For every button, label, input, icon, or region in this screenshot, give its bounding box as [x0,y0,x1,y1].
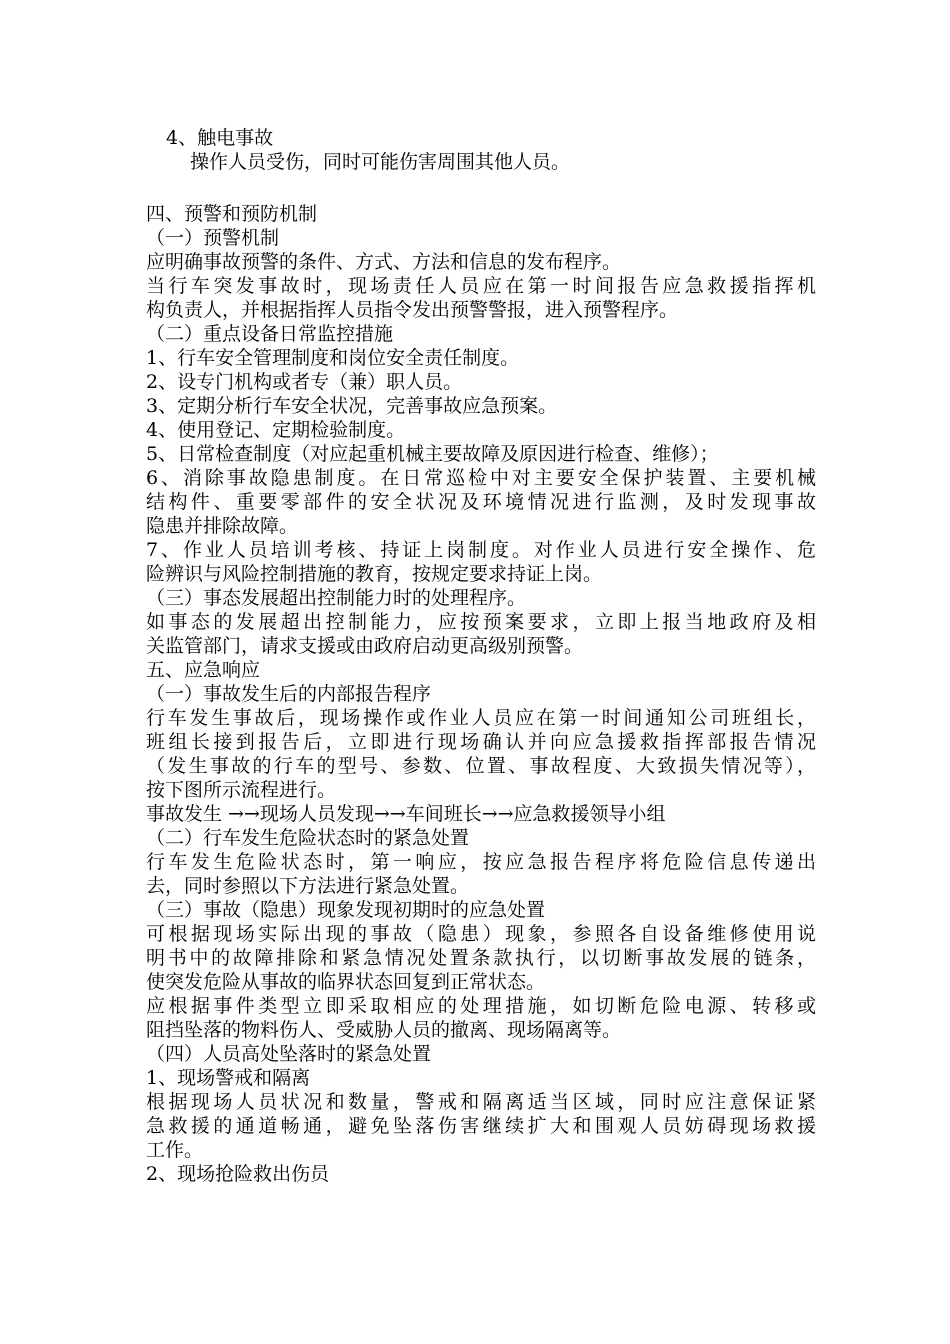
list-item-continued: 隐患并排除故障。 [146,515,299,537]
subsection-heading: 4、触电事故 [166,127,274,149]
paragraph-line: 应根据事件类型立即采取相应的处理措施，如切断危险电源、转移或 [146,995,816,1017]
paragraph-line: 可根据现场实际出现的事故（隐患）现象，参照各自设备维修使用说 [146,923,816,945]
paragraph-line: 构负责人，并根据指挥人员指令发出预警警报，进入预警程序。 [146,299,679,321]
subsection-heading: （三）事态发展超出控制能力时的处理程序。 [146,587,527,609]
list-item: 2、设专门机构或者专（兼）职人员。 [146,371,463,393]
paragraph-line: 如事态的发展超出控制能力，应按预案要求，立即上报当地政府及相 [146,611,816,633]
flow-line: 事故发生 →→现场人员发现→→车间班长→→应急救援领导小组 [146,803,666,825]
paragraph-line: 操作人员受伤，同时可能伤害周围其他人员。 [190,151,571,173]
paragraph-line: （发生事故的行车的型号、参数、位置、事故程度、大致损失情况等）， [146,755,816,777]
paragraph-line: 急救援的通道畅通，避免坠落伤害继续扩大和围观人员妨碍现场救援 [146,1115,816,1137]
paragraph-line: 按下图所示流程进行。 [146,779,337,801]
section-heading: 五、应急响应 [146,659,261,681]
paragraph-line: 关监管部门，请求支援或由政府启动更高级别预警。 [146,635,584,657]
list-item: 7、作业人员培训考核、持证上岗制度。对作业人员进行安全操作、危 [146,539,816,561]
paragraph-line: 当行车突发事故时，现场责任人员应在第一时间报告应急救援指挥机 [146,275,816,297]
subsection-heading: （一）预警机制 [146,227,280,249]
paragraph-line: 应明确事故预警的条件、方式、方法和信息的发布程序。 [146,251,622,273]
paragraph-line: 行车发生危险状态时，第一响应，按应急报告程序将危险信息传递出 [146,851,816,873]
paragraph-line: 明书中的故障排除和紧急情况处置条款执行，以切断事故发展的链条， [146,947,816,969]
paragraph-line: 工作。 [146,1139,204,1161]
list-item: 2、现场抢险救出伤员 [146,1163,330,1185]
blank-line [146,174,816,202]
document-body [146,126,816,1186]
subsection-heading: （三）事故（隐患）现象发现初期时的应急处置 [146,899,546,921]
paragraph-line: 行车发生事故后，现场操作或作业人员应在第一时间通知公司班组长， [146,707,816,729]
paragraph-line: 班组长接到报告后，立即进行现场确认并向应急援救指挥部报告情况 [146,731,816,753]
list-item: 5、日常检查制度（对应起重机械主要故障及原因进行检查、维修）； [146,443,719,465]
list-item: 1、现场警戒和隔离 [146,1067,311,1089]
paragraph-line: 阻挡坠落的物料伤人、受威胁人员的撤离、现场隔离等。 [146,1019,622,1041]
paragraph-line: 根据现场人员状况和数量，警戒和隔离适当区域，同时应注意保证紧 [146,1091,816,1113]
list-item-continued: 险辨识与风险控制措施的教育，按规定要求持证上岗。 [146,563,603,585]
section-heading: 四、预警和预防机制 [146,203,318,225]
paragraph-line: 使突发危险从事故的临界状态回复到正常状态。 [146,971,546,993]
subsection-heading: （一）事故发生后的内部报告程序 [146,683,432,705]
list-item: 4、使用登记、定期检验制度。 [146,419,406,441]
subsection-heading: （二）重点设备日常监控措施 [146,323,394,345]
list-item-continued: 结构件、重要零部件的安全状况及环境情况进行监测，及时发现事故 [146,491,816,513]
paragraph-line: 去，同时参照以下方法进行紧急处置。 [146,875,470,897]
list-item: 6、消除事故隐患制度。在日常巡检中对主要安全保护装置、主要机械 [146,467,816,489]
subsection-heading: （四）人员高处坠落时的紧急处置 [146,1043,432,1065]
list-item: 3、定期分析行车安全状况，完善事故应急预案。 [146,395,558,417]
list-item: 1、行车安全管理制度和岗位安全责任制度。 [146,347,520,369]
subsection-heading: （二）行车发生危险状态时的紧急处置 [146,827,470,849]
